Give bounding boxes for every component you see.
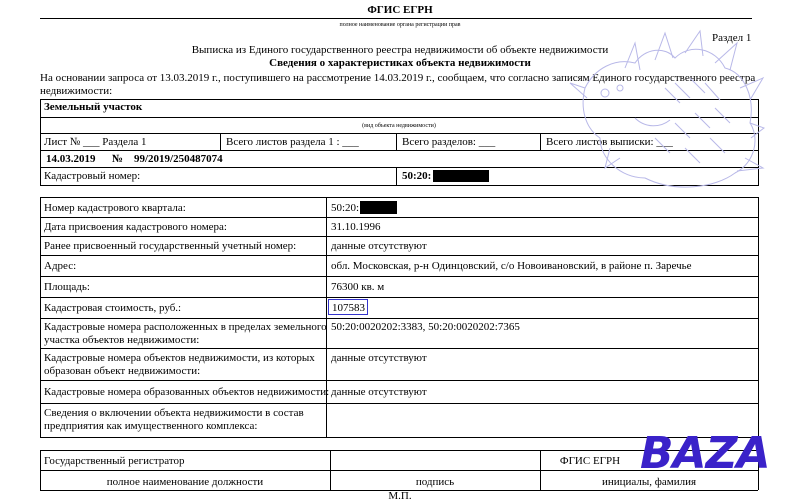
table-row-label: Площадь: <box>44 281 90 293</box>
table-row-label: Кадастровая стоимость, руб.: <box>44 302 182 314</box>
table-row-label: Ранее присвоенный государственный учетный номер: <box>44 240 297 252</box>
table-row-label: Кадастровые номера образованных объектов недвижимости: <box>44 386 330 398</box>
hedgehog-doodle-watermark <box>565 28 765 198</box>
signature-caption: подпись <box>415 476 455 488</box>
table-row-label: Дата присвоения кадастрового номера: <box>44 221 227 233</box>
number-sign: № <box>112 153 124 165</box>
table-row-value: данные отсутствуют <box>331 240 427 252</box>
table-row-label: Кадастровые номера расположенных в пределах земельного <box>44 321 327 333</box>
table-row-value: 31.10.1996 <box>331 221 381 233</box>
document-title: Выписка из Единого государственного реестра недвижимости об объекте недвижимости <box>191 44 609 56</box>
table-row-label-cont: образован объект недвижимости: <box>44 365 201 377</box>
cadastral-value: 50:20: <box>402 170 432 182</box>
extract-number: 99/2019/250487074 <box>134 153 223 165</box>
org-title: ФГИС ЕГРН <box>367 4 433 16</box>
intro-text-cont: недвижимости: <box>40 85 113 97</box>
table-row-label-cont: участка объектов недвижимости: <box>44 334 200 346</box>
position-caption: полное наименование должности <box>106 476 264 488</box>
total-sections: Всего разделов: ___ <box>402 136 496 148</box>
total-sheets-section: Всего листов раздела 1 : ___ <box>226 136 359 148</box>
section-label: Раздел 1 <box>712 32 752 44</box>
cadastral-label: Кадастровый номер: <box>44 170 141 182</box>
document-subtitle: Сведения о характеристиках объекта недвижимости <box>269 57 531 69</box>
table-row-label: Сведения о включении объекта недвижимости в состав <box>44 407 304 419</box>
object-type-caption: (вид объекта недвижимости) <box>362 123 436 129</box>
table-row-value: 50:20:0020202:3383, 50:20:0020202:7365 <box>331 321 520 333</box>
redaction-bar <box>360 201 397 214</box>
table-row-value: данные отсутствуют <box>331 352 427 364</box>
name-caption: инициалы, фамилия <box>601 476 697 488</box>
table-row-label: Адрес: <box>44 260 77 272</box>
table-row-label-cont: предприятия как имущественного комплекса: <box>44 420 258 432</box>
baza-logo: BAZA <box>640 428 770 479</box>
sheet-number: Лист № ___ Раздела 1 <box>44 136 147 148</box>
registrar-label: Государственный регистратор <box>44 455 185 467</box>
extract-date: 14.03.2019 <box>46 153 96 165</box>
table-row-label: Кадастровые номера объектов недвижимости, из которых <box>44 352 315 364</box>
table-row-label: Номер кадастрового квартала: <box>44 202 186 214</box>
intro-text: На основании запроса от 13.03.2019 г., поступившего на рассмотрение 14.03.2019 г., сообщаем, что согласно записям Единого государственного реестра <box>40 72 756 84</box>
cadastral-cost-value: 107583 <box>332 302 365 314</box>
stamp-label: М.П. <box>388 490 412 502</box>
org-caption: полное наименование органа регистрации прав <box>339 22 461 28</box>
table-row-value: 50:20: <box>331 202 360 214</box>
table-row-value: данные отсутствуют <box>331 386 427 398</box>
redaction-bar <box>433 170 489 182</box>
registrar-org: ФГИС ЕГРН <box>559 455 621 467</box>
table-row-value: 76300 кв. м <box>331 281 385 293</box>
total-sheets-extract: Всего листов выписки: ___ <box>546 136 673 148</box>
table-row-value: обл. Московская, р-н Одинцовский, с/о Новоивановский, в районе п. Заречье <box>331 260 692 272</box>
object-type: Земельный участок <box>44 101 143 113</box>
